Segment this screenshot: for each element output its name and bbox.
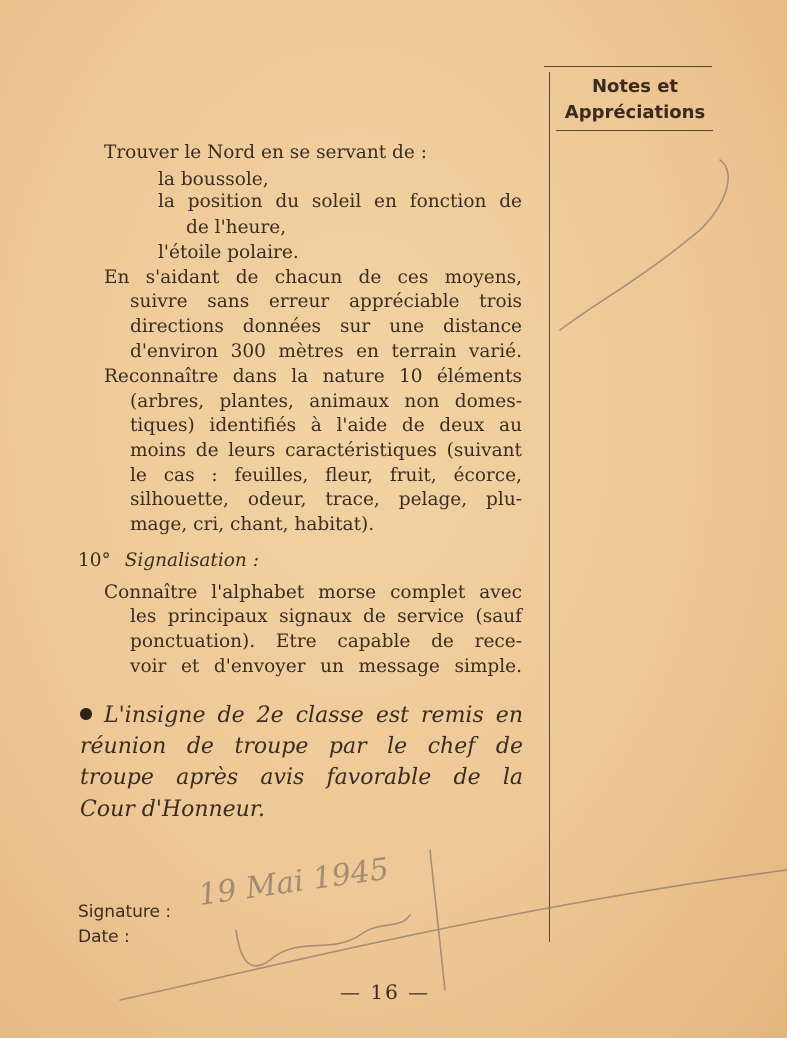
nord-item-3: de l'heure, bbox=[186, 217, 287, 238]
nature-line-5: le cas : feuilles, fleur, fruit, écorce, bbox=[130, 465, 522, 486]
signalisation-line-4: voir et d'envoyer un message simple. bbox=[130, 656, 522, 677]
nord-item-2: la position du soleil en fonction de bbox=[158, 191, 522, 212]
notes-title-line1: Notes et bbox=[591, 76, 679, 97]
nord-intro: Trouver le Nord en se servant de : bbox=[104, 142, 427, 163]
pencil-notes-scribble bbox=[560, 160, 728, 330]
handwritten-date: 19 Mai 1945 bbox=[196, 851, 392, 913]
nature-line-4: moins de leurs caractéristiques (suivant bbox=[130, 440, 522, 461]
insigne-line-2: réunion de troupe par le chef de bbox=[80, 734, 523, 759]
signalisation-number: 10° bbox=[78, 550, 111, 571]
moyens-line-2: suivre sans erreur appréciable trois bbox=[130, 291, 522, 312]
page-number: — 16 — bbox=[340, 980, 431, 1004]
nature-line-6: silhouette, odeur, trace, pelage, plu- bbox=[130, 489, 522, 510]
insigne-line-1: L'insigne de 2e classe est remis en bbox=[80, 700, 523, 731]
nature-line-2: (arbres, plantes, animaux non domes- bbox=[130, 391, 522, 412]
signalisation-line-3: ponctuation). Etre capable de rece- bbox=[130, 631, 522, 652]
signalisation-heading: Signalisation : bbox=[124, 550, 259, 571]
nature-line-7: mage, cri, chant, habitat). bbox=[130, 514, 375, 535]
moyens-line-4: d'environ 300 mètres en terrain varié. bbox=[130, 341, 522, 362]
nature-line-1: Reconnaître dans la nature 10 éléments bbox=[104, 366, 522, 387]
signature-label: Signature : bbox=[78, 902, 172, 922]
nord-item-1: la boussole, bbox=[158, 169, 269, 190]
nord-item-4: l'étoile polaire. bbox=[158, 242, 299, 263]
moyens-line-1: En s'aidant de chacun de ces moyens, bbox=[104, 267, 522, 288]
insigne-line-4: Cour d'Honneur. bbox=[80, 797, 265, 822]
signalisation-line-1: Connaître l'alphabet morse complet avec bbox=[104, 582, 522, 603]
moyens-line-3: directions données sur une distance bbox=[130, 316, 522, 337]
insigne-line-3: troupe après avis favorable de la bbox=[80, 765, 523, 790]
date-label: Date : bbox=[78, 927, 130, 947]
nature-line-3: tiques) identifiés à l'aide de deux au bbox=[130, 415, 522, 436]
notes-title-line2: Appréciations bbox=[564, 102, 706, 123]
signalisation-line-2: les principaux signaux de service (sauf bbox=[130, 606, 522, 627]
